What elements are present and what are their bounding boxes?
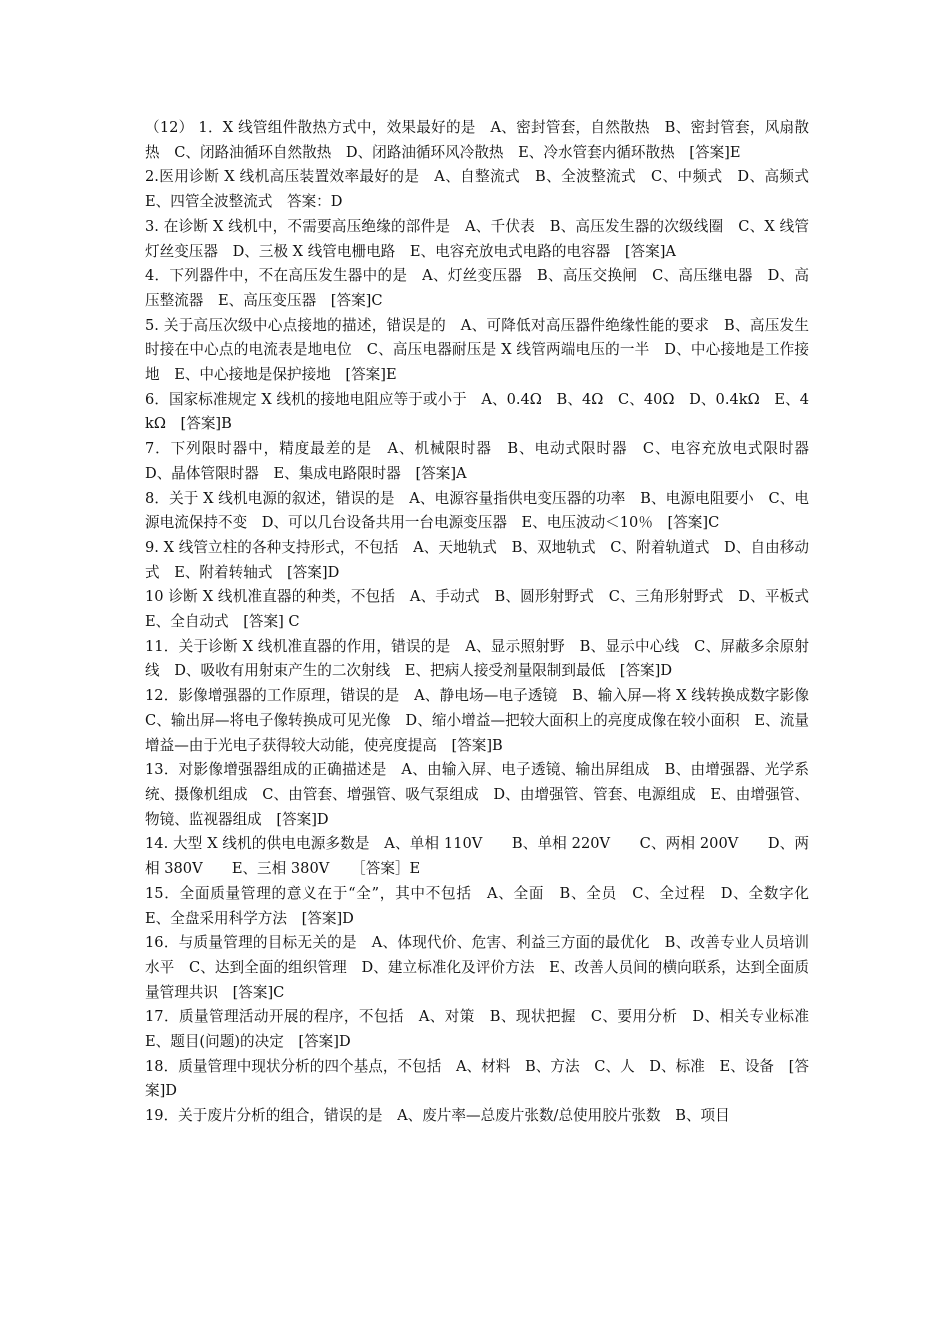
question-item: 12．影像增强器的工作原理，错误的是 A、静电场—电子透镜 B、输入屏—将 X 线转换成数字影像 C、输出屏—将电子像转换成可见光像 D、缩小增益—把较大面积上的亮度成像在较小面积 E、流量增益—由于光电子获得较大动能，使亮度提高 [答案]B [145,687,824,754]
question-item: 14. 大型 X 线机的供电电源多数是 A、单相 110V B、单相 220V C、两相 200V D、两相 380V E、三相 380V ［答案］E [145,835,809,878]
question-item: 16．与质量管理的目标无关的是 A、体现代价、危害、利益三方面的最优化 B、改善专业人员培训水平 C、达到全面的组织管理 D、建立标准化及评价方法 E、改善人员间的横向联系，达到全面质量管理共识 [答案]C [145,934,809,1001]
question-item: 13．对影像增强器组成的正确描述是 A、由输入屏、电子透镜、输出屏组成 B、由增强器、光学系统、摄像机组成 C、由管套、增强管、吸气泵组成 D、由增强管、管套、电源组成 E、由增强管、物镜、监视器组成 [答案]D [145,761,809,828]
question-list [145,116,824,1129]
question-item: 15．全面质量管理的意义在于“全”，其中不包括 A、全面 B、全员 C、全过程 D、全数字化 E、全盘采用科学方法 [答案]D [145,884,824,927]
question-item: 8．关于 X 线机电源的叙述，错误的是 A、电源容量指供电变压器的功率 B、电源电阻要小 C、电源电流保持不变 D、可以几台设备共用一台电源变压器 E、电压波动＜10％ [答案]C [145,489,809,532]
question-item: 9. X 线管立柱的各种支持形式，不包括 A、天地轨式 B、双地轨式 C、附着轨道式 D、自由移动式 E、附着转轴式 [答案]D [145,538,809,581]
question-item: 11．关于诊断 X 线机准直器的作用，错误的是 A、显示照射野 B、显示中心线 C、屏蔽多余原射线 D、吸收有用射束产生的二次射线 E、把病人接受剂量限制到最低 [答案]D [145,637,809,680]
question-item: 6．国家标准规定 X 线机的接地电阻应等于或小于 A、0.4Ω B、4Ω C、40Ω D、0.4kΩ E、4kΩ [答案]B [145,390,809,433]
question-item: 3. 在诊断 X 线机中，不需要高压绝缘的部件是 A、千伏表 B、高压发生器的次级线圈 C、X 线管灯丝变压器 D、三极 X 线管电栅电路 E、电容充放电式电路的电容器 [答案]A [145,217,809,260]
question-item: 5. 关于高压次级中心点接地的描述，错误是的 A、可降低对高压器件绝缘性能的要求 B、高压发生时接在中心点的电流表是地电位 C、高压电器耐压是 X 线管两端电压的一半 D、中心接地是工作接地 E、中心接地是保护接地 [答案]E [145,316,809,384]
question-item: 2.医用诊断 X 线机高压装置效率最好的是 A、自整流式 B、全波整流式 C、中频式 D、高频式 E、四管全波整流式 答案：D [145,168,824,211]
question-item: 4．下列器件中，不在高压发生器中的是 A、灯丝变压器 B、高压交换闸 C、高压继电器 D、高压整流器 E、高压变压器 [答案]C [145,267,809,309]
question-item: 7．下列限时器中，精度最差的是 A、机械限时器 B、电动式限时器 C、电容充放电式限时器 D、晶体管限时器 E、集成电路限时器 [答案]A [145,440,824,482]
question-item: 19．关于废片分析的组合，错误的是 A、废片率—总废片张数/总使用胶片张数 B、项目 [145,1107,730,1125]
question-item: （12） 1．X 线管组件散热方式中，效果最好的是 A、密封管套，自然散热 B、密封管套，风扇散热 C、闭路油循环自然散热 D、闭路油循环风冷散热 E、冷水管套内循环散热 [答案]E [145,119,809,161]
question-item: 17．质量管理活动开展的程序，不包括 A、对策 B、现状把握 C、要用分析 D、相关专业标准 E、题目(问题)的决定 [答案]D [145,1008,824,1051]
question-item: 10 诊断 X 线机准直器的种类，不包括 A、手动式 B、圆形射野式 C、三角形射野式 D、平板式 E、全自动式 [答案] C [145,588,824,631]
question-item: 18．质量管理中现状分析的四个基点，不包括 A、材料 B、方法 C、人 D、标准 E、设备 [答案]D [145,1057,809,1100]
